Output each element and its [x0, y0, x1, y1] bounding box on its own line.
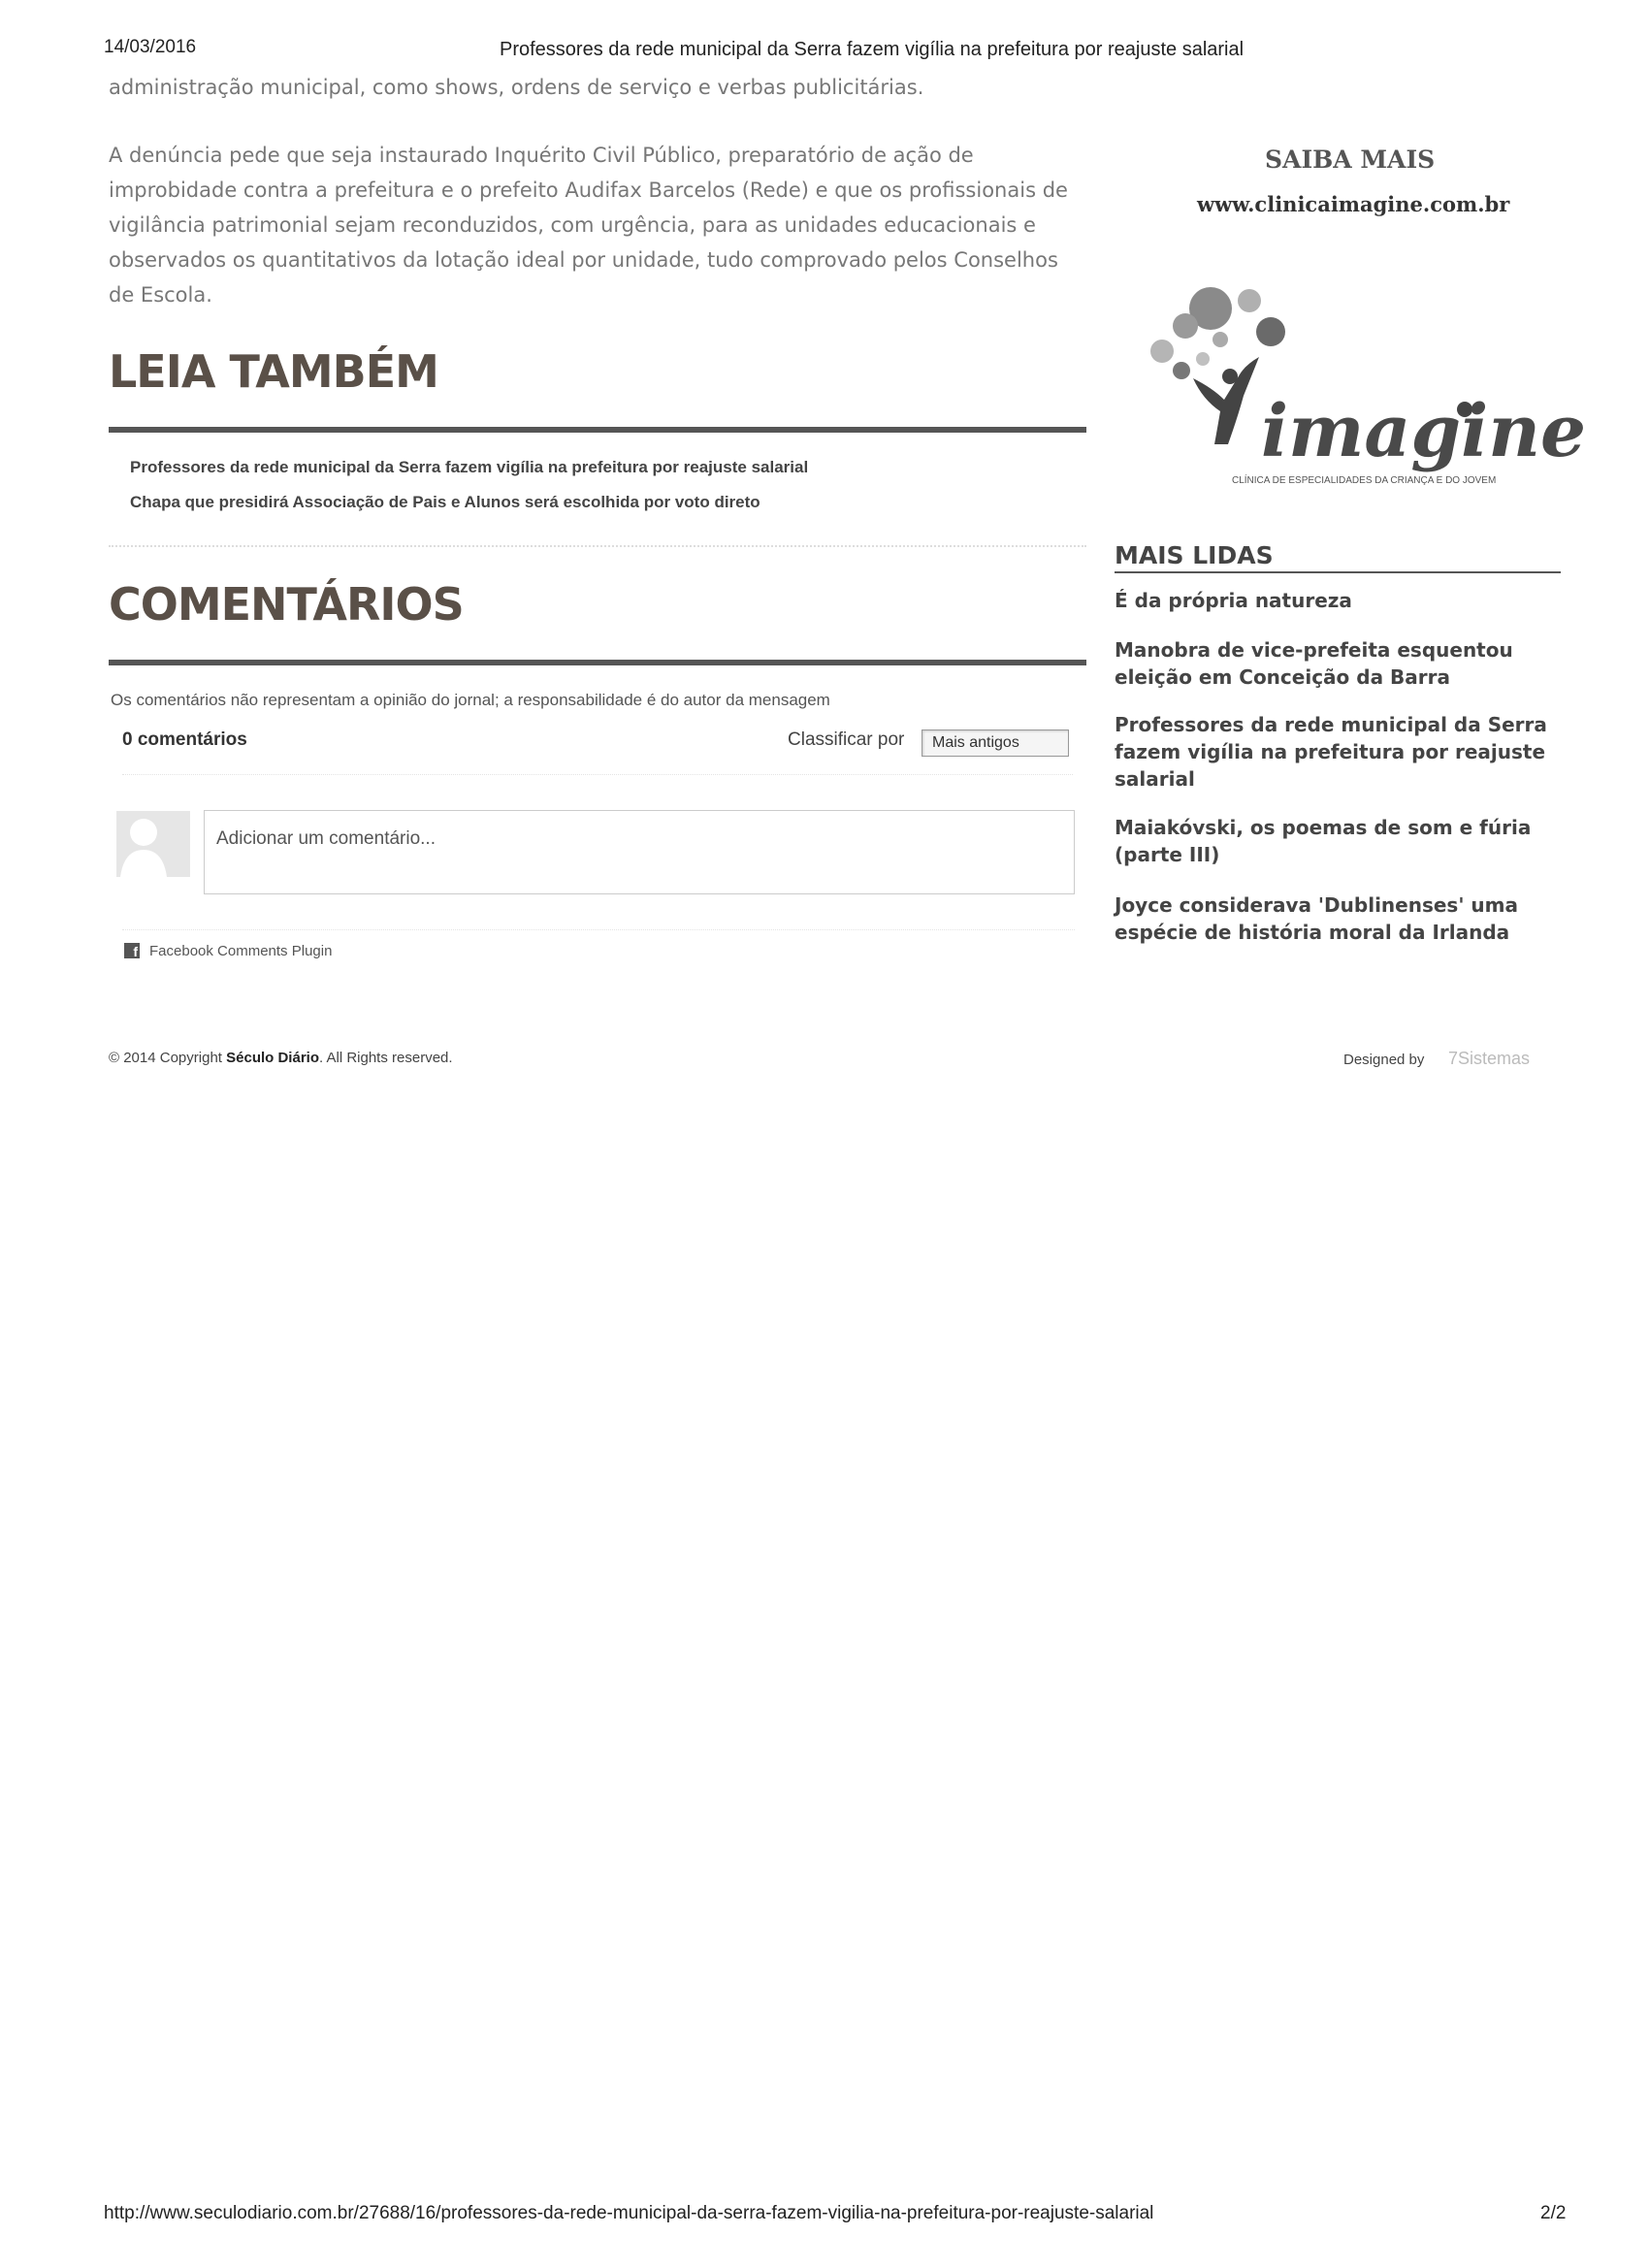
mais-lidas-item[interactable]: Manobra de vice-prefeita esquentou eleição em Conceição da Barra	[1115, 638, 1513, 689]
mais-lidas-heading: MAIS LIDAS	[1115, 541, 1274, 569]
sort-dropdown[interactable]: Mais antigos	[922, 729, 1069, 757]
section-divider	[109, 660, 1086, 665]
avatar-placeholder-icon	[116, 811, 190, 877]
plugin-divider	[122, 929, 1075, 930]
facebook-plugin-link[interactable]: Facebook Comments Plugin	[149, 943, 333, 959]
article-paragraph: administração municipal, como shows, ordens de serviço e verbas publicitárias.	[109, 76, 924, 99]
comment-count: 0 comentários	[122, 729, 247, 750]
article-paragraph: A denúncia pede que seja instaurado Inquérito Civil Público, preparatório de ação de improbidade contra a prefeitura e o prefeito Audifax Barcelos (Rede) e que os profissionais de vigilância patrimonial sejam reconduzidos, com urgência, para as unidades educacionais e observados os quantitativos da lotação ideal por unidade, tudo comprovado pelos Conselhos de Escola.	[109, 144, 1068, 307]
saiba-mais-heading: SAIBA MAIS	[1265, 146, 1436, 174]
print-date: 14/03/2016	[104, 37, 197, 57]
section-divider	[109, 427, 1086, 433]
leia-tambem-heading: LEIA TAMBÉM	[109, 345, 438, 398]
sponsor-website[interactable]: www.clinicaimagine.com.br	[1197, 192, 1510, 216]
related-link[interactable]: Professores da rede municipal da Serra fazem vigília na prefeitura por reajuste salarial	[130, 458, 809, 476]
imagine-logo[interactable]	[1125, 281, 1587, 495]
mais-lidas-item[interactable]: Maiakóvski, os poemas de som e fúria (parte III)	[1115, 816, 1532, 866]
logo-wordmark: imagine	[1261, 390, 1587, 473]
comment-input[interactable]: Adicionar um comentário...	[204, 810, 1075, 894]
copyright	[109, 1050, 453, 1066]
comments-heading: COMENTÁRIOS	[109, 578, 464, 631]
designed-by-label: Designed by	[1343, 1052, 1425, 1068]
copyright-prefix: © 2014 Copyright	[109, 1050, 222, 1066]
logo-tagline: CLÍNICA DE ESPECIALIDADES DA CRIANÇA E DO JOVEM	[1232, 475, 1497, 486]
print-url: http://www.seculodiario.com.br/27688/16/professores-da-rede-municipal-da-serra-fazem-vigilia-na-prefeitura-por-reajuste-salarial	[104, 2203, 1154, 2223]
comments-disclaimer: Os comentários não representam a opinião do jornal; a responsabilidade é do autor da mensagem	[111, 691, 830, 709]
print-title: Professores da rede municipal da Serra fazem vigília na prefeitura por reajuste salarial	[500, 39, 1245, 60]
print-page-number: 2/2	[1540, 2203, 1567, 2223]
mais-lidas-item[interactable]: É da própria natureza	[1115, 589, 1352, 612]
dotted-divider	[109, 545, 1086, 547]
facebook-icon: f	[124, 943, 140, 958]
copyright-brand: Século Diário	[226, 1050, 319, 1066]
mais-lidas-rule	[1115, 571, 1561, 573]
sort-label: Classificar por	[788, 729, 905, 750]
designer-logo[interactable]: 7Sistemas	[1448, 1049, 1531, 1068]
related-link[interactable]: Chapa que presidirá Associação de Pais e Alunos será escolhida por voto direto	[130, 493, 760, 511]
copyright-suffix: . All Rights reserved.	[318, 1050, 453, 1066]
comments-divider	[122, 774, 1073, 775]
avatar	[116, 811, 190, 877]
mais-lidas-item[interactable]: Professores da rede municipal da Serra fazem vigília na prefeitura por reajuste salarial	[1115, 713, 1547, 791]
mais-lidas-item[interactable]: Joyce considerava 'Dublinenses' uma espécie de história moral da Irlanda	[1115, 893, 1518, 944]
article-body	[109, 70, 1079, 345]
